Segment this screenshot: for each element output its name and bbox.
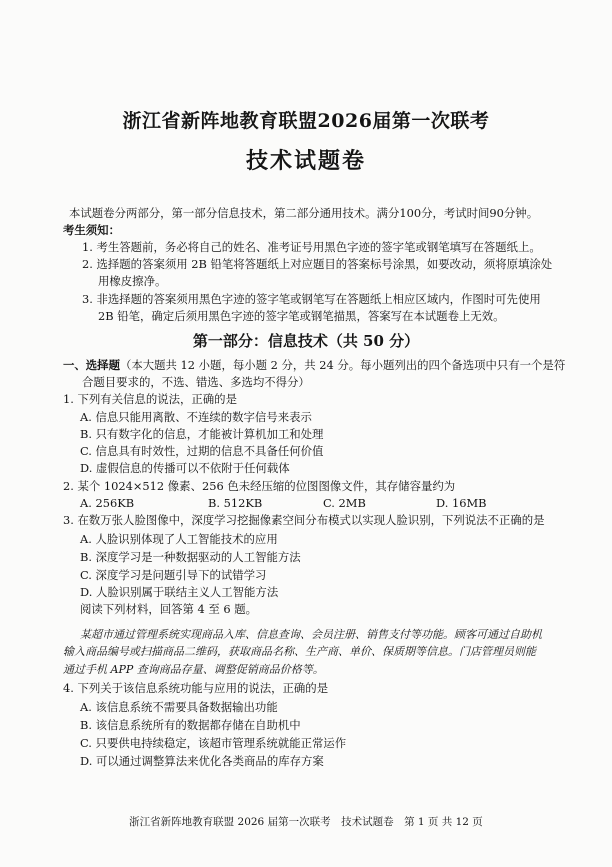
notice-item: 3. 非选择题的答案须用黑色字迹的签字笔或钢笔写在答题纸上相应区域内，作图时可先使用: [82, 292, 541, 306]
notice-item: 2. 选择题的答案须用 2B 铅笔将答题纸上对应题目的答案标号涂黑，如要改动，须将原填涂处: [82, 257, 553, 271]
question-3-option-b: B. 深度学习是一种数据驱动的人工智能方法: [80, 550, 301, 564]
question-3-option-c: C. 深度学习是问题引导下的试错学习: [80, 568, 267, 582]
question-1-stem: 1. 下列有关信息的说法，正确的是: [63, 392, 237, 406]
page-footer: 浙江省新阵地教育联盟 2026 届第一次联考 技术试题卷 第 1 页 共 12 页: [129, 816, 483, 828]
question-1-option-b: B. 只有数字化的信息，才能被计算机加工和处理: [80, 427, 324, 441]
material-paragraph-line: 某超市通过管理系统实现商品入库、信息查询、会员注册、销售支付等功能。顾客可通过自助机: [80, 628, 542, 641]
question-2-stem: 2. 某个 1024×512 像素、256 色未经压缩的位图图像文件，其存储容量约为: [63, 479, 456, 493]
exam-subtitle: 技术试题卷: [245, 148, 366, 174]
exam-title: 浙江省新阵地教育联盟2026届第一次联考: [122, 110, 490, 132]
question-4-stem: 4. 下列关于该信息系统功能与应用的说法，正确的是: [63, 681, 329, 695]
question-3-stem: 3. 在数万张人脸图像中，深度学习挖掘像素空间分布模式以实现人脸识别，下列说法不正确的是: [63, 513, 545, 527]
material-paragraph-line: 通过手机 APP 查询商品存量、调整促销商品价格等。: [63, 663, 324, 676]
section-description: （本大题共 12 小题，每小题 2 分，共 24 分。每小题列出的四个备选项中只有一个是符: [119, 358, 566, 372]
section-heading: 一、选择题: [63, 358, 120, 372]
question-2-option-b: B. 512KB: [208, 496, 263, 510]
question-2-option-a: A. 256KB: [80, 496, 135, 510]
question-1-option-d: D. 虚假信息的传播可以不依附于任何载体: [80, 461, 290, 475]
notice-heading: 考生须知：: [63, 223, 120, 237]
intro-line: 本试题卷分两部分，第一部分信息技术，第二部分通用技术。满分100分，考试时间90分钟。: [69, 206, 539, 220]
question-1-option-c: C. 信息具有时效性，过期的信息不具备任何价值: [80, 444, 324, 458]
question-4-option-a: A. 该信息系统不需要具备数据输出功能: [80, 700, 278, 714]
notice-item-continued: 用橡皮擦净。: [98, 274, 167, 288]
question-2-option-d: D. 16MB: [436, 496, 487, 510]
material-paragraph-line: 输入商品编号或扫描商品二维码，获取商品名称、生产商、单价、保质期等信息。门店管理员则能: [63, 645, 536, 658]
question-4-option-c: C. 只要供电持续稳定，该超市管理系统就能正常运作: [80, 736, 347, 750]
question-4-option-d: D. 可以通过调整算法来优化各类商品的库存方案: [80, 754, 324, 768]
notice-item: 1. 考生答题前，务必将自己的姓名、准考证号用黑色字迹的签字笔或钢笔填写在答题纸上。: [82, 240, 541, 254]
question-1-option-a: A. 信息只能用离散、不连续的数字信号来表示: [80, 410, 312, 424]
question-2-option-c: C. 2MB: [323, 496, 366, 510]
question-3-option-d: D. 人脸识别属于联结主义人工智能方法: [80, 585, 279, 599]
question-4-option-b: B. 该信息系统所有的数据都存储在自助机中: [80, 718, 301, 732]
question-3-option-a: A. 人脸识别体现了人工智能技术的应用: [80, 532, 278, 546]
reading-prompt: 阅读下列材料，回答第 4 至 6 题。: [80, 602, 258, 616]
notice-item-continued: 2B 铅笔，确定后须用黑色字迹的签字笔或钢笔描黑，答案写在本试题卷上无效。: [98, 309, 505, 323]
part-one-title: 第一部分：信息技术（共 50 分）: [192, 332, 420, 350]
section-description-continued: 合题目要求的，不选、错选、多选均不得分）: [82, 375, 310, 389]
